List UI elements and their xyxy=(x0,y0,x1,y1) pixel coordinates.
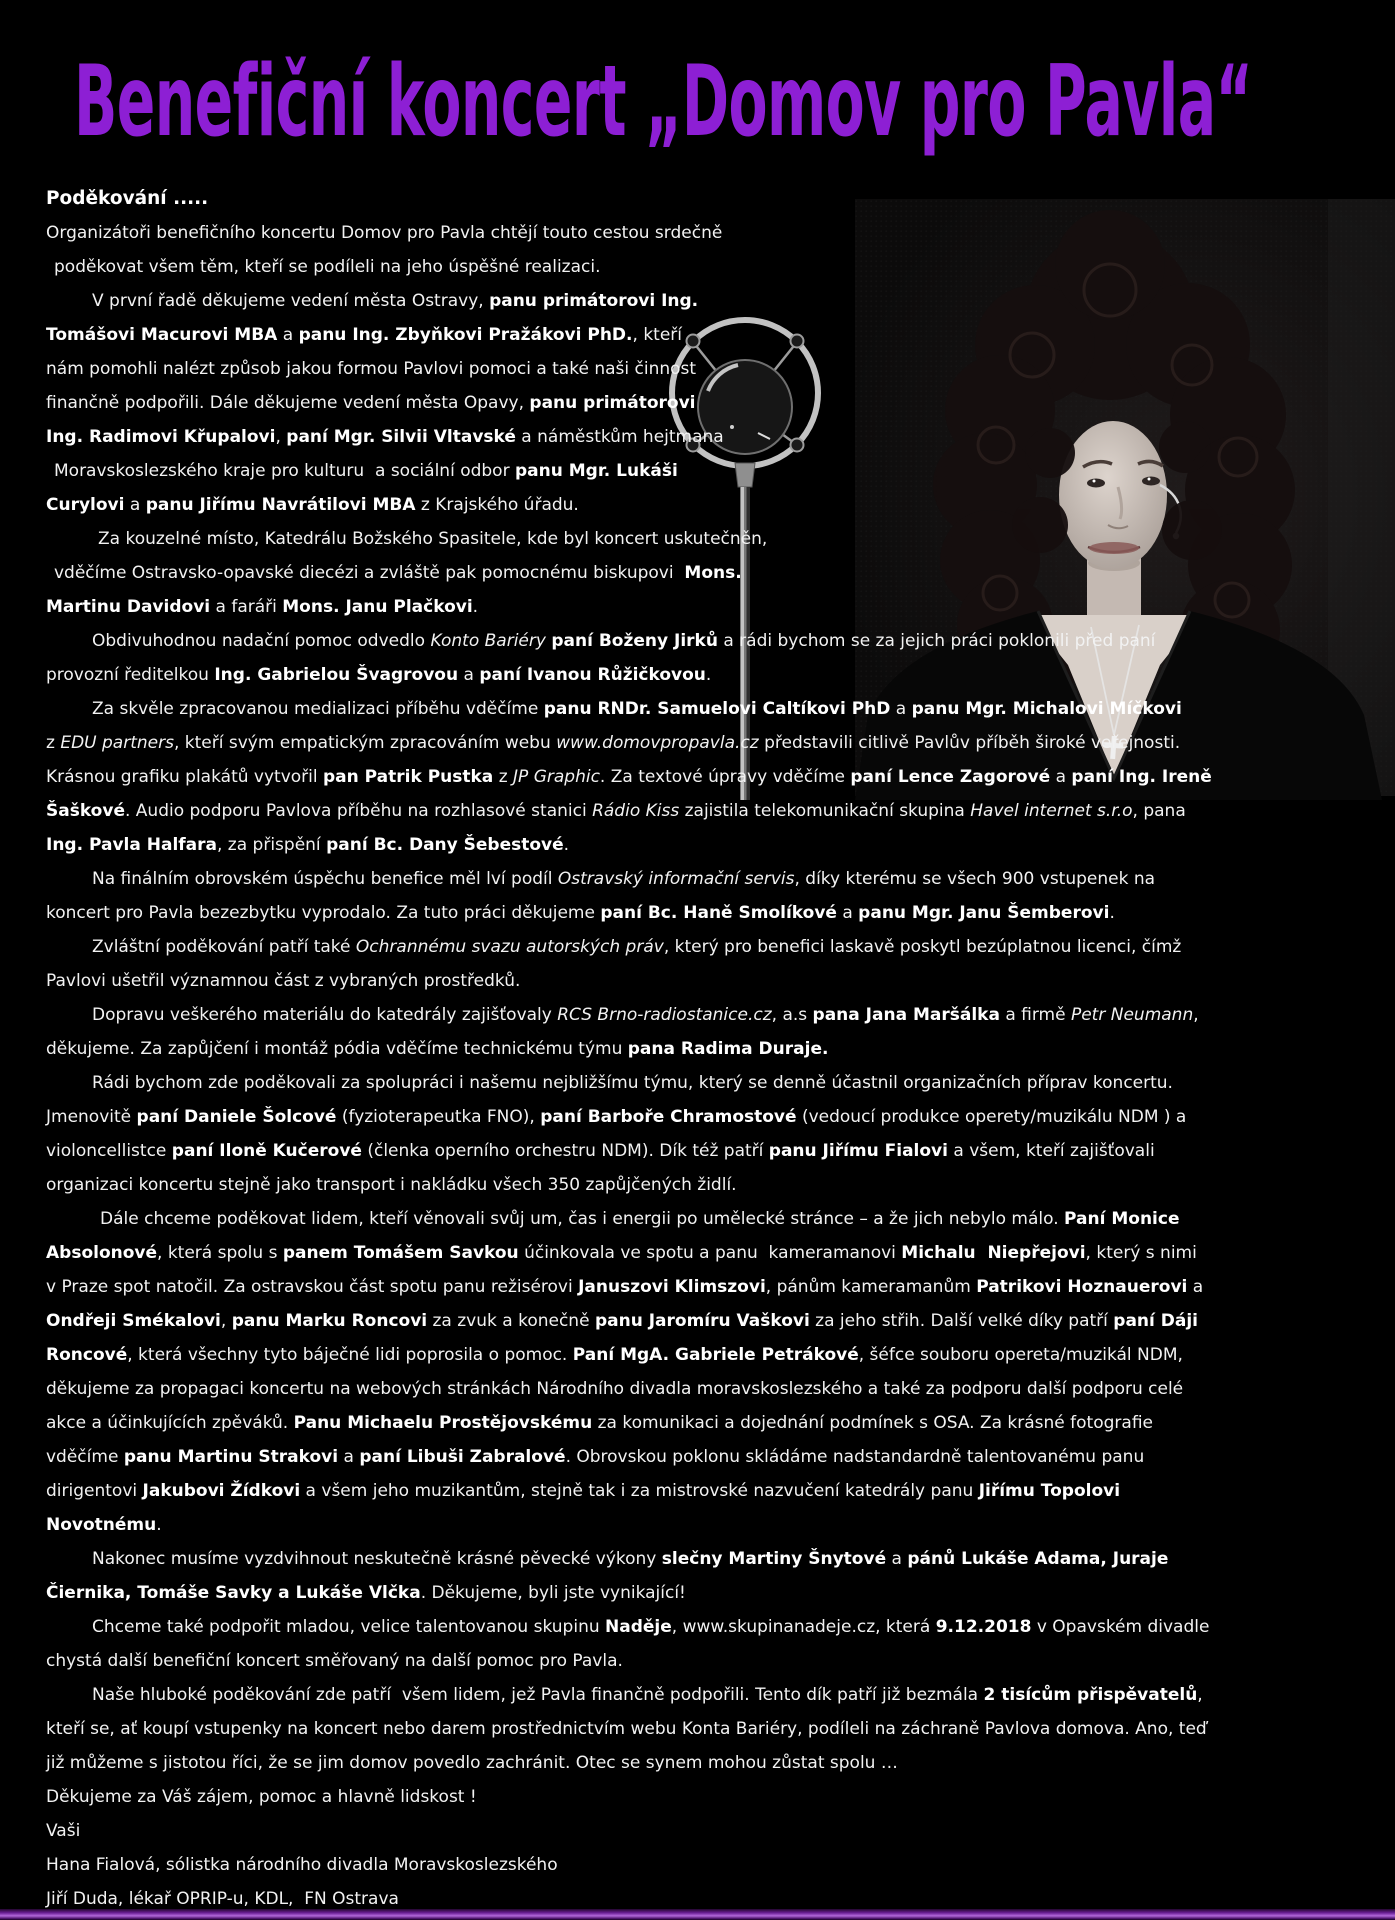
text-line: Čiernika, Tomáše Savky a Lukáše Vlčka. Děkujeme, byli jste vynikající! xyxy=(46,1583,686,1603)
text-line: děkujeme za propagaci koncertu na webových stránkách Národního divadla moravskoslezského a také za podporu další podporu celé xyxy=(46,1379,1184,1399)
text-line: koncert pro Pavla bezezbytku vyprodalo. Za tuto práci děkujeme paní Bc. Haně Smolíkové a panu Mgr. Janu Šemberovi. xyxy=(46,903,1115,923)
page-title-text: Benefiční koncert „Domov pro Pavla“ xyxy=(74,45,1253,159)
text-line: Za skvěle zpracovanou medializaci příběhu vděčíme panu RNDr. Samuelovi Caltíkovi PhD a panu Mgr. Michalovi Míčkovi xyxy=(92,699,1182,719)
text-line: Organizátoři benefičního koncertu Domov pro Pavla chtějí touto cestou srdečně xyxy=(46,223,723,243)
text-line: poděkovat všem těm, kteří se podíleli na jeho úspěšné realizaci. xyxy=(54,257,601,277)
text-line: V první řadě děkujeme vedení města Ostravy, panu primátorovi Ing. xyxy=(92,291,699,311)
text-line: z EDU partners, kteří svým empatickým zpracováním webu www.domovpropavla.cz představili citlivě Pavlův příběh široké veřejnosti. xyxy=(46,733,1181,753)
text-line: Šaškové. Audio podporu Pavlova příběhu na rozhlasové stanici Rádio Kiss zajistila telekomunikační skupina Havel internet s.r.o, pana xyxy=(46,801,1186,821)
text-line: v Praze spot natočil. Za ostravskou část spotu panu režisérovi Januszovi Klimszovi, pánům kameramanům Patrikovi Hoznauerovi a xyxy=(46,1277,1204,1297)
text-line: chystá další benefiční koncert směřovaný na další pomoc pro Pavla. xyxy=(46,1651,623,1671)
text-line: Novotnému. xyxy=(46,1515,162,1535)
text-line: děkujeme. Za zapůjčení i montáž pódia vděčíme technickému týmu pana Radima Duraje. xyxy=(46,1039,829,1059)
text-line: Obdivuhodnou nadační pomoc odvedlo Konto Bariéry paní Boženy Jirků a rádi bychom se za jejich práci poklonili před paní xyxy=(92,631,1156,651)
text-line: Nakonec musíme vyzdvihnout neskutečně krásné pěvecké výkony slečny Martiny Šnytové a pánů Lukáše Adama, Juraje xyxy=(92,1549,1169,1569)
text-line: Naše hluboké poděkování zde patří všem lidem, jež Pavla finančně podpořili. Tento dík patří již bezmála 2 tisícům přispěvatelů, xyxy=(92,1685,1203,1705)
text-line: Chceme také podpořit mladou, velice talentovanou skupinu Naděje, www.skupinanadeje.cz, která 9.12.2018 v Opavském divadle xyxy=(92,1617,1210,1637)
text-line: Tomášovi Macurovi MBA a panu Ing. Zbyňkovi Pražákovi PhD., kteří xyxy=(46,325,683,345)
text-line: již můžeme s jistotou říci, že se jim domov povedlo zachránit. Otec se synem mohou zůstat spolu … xyxy=(46,1753,898,1773)
text-line: violoncellistce paní Iloně Kučerové (členka operního orchestru NDM). Dík též patří panu Jiřímu Fialovi a všem, kteří zajišťovali xyxy=(46,1141,1155,1161)
text-line: kteří se, ať koupí vstupenky na koncert nebo darem prostřednictvím webu Konta Bariéry, podíleli na záchraně Pavlova domova. Ano, teď xyxy=(46,1719,1207,1739)
text-line: Zvláštní poděkování patří také Ochrannému svazu autorských práv, který pro benefici laskavě poskytl bezúplatnou licenci, čímž xyxy=(92,937,1182,957)
text-line: Za kouzelné místo, Katedrálu Božského Spasitele, kde byl koncert uskutečněn, xyxy=(98,529,768,549)
text-line: Dále chceme poděkovat lidem, kteří věnovali svůj um, čas i energii po umělecké stránce – a že jich nebylo málo. Paní Monice xyxy=(100,1209,1180,1229)
text-line: Martinu Davidovi a faráři Mons. Janu Plačkovi. xyxy=(46,597,479,617)
text-line: Jiří Duda, lékař OPRIP-u, KDL, FN Ostrava xyxy=(46,1889,399,1909)
letter-heading: Poděkování ..... xyxy=(46,188,209,209)
page-bottom-border xyxy=(0,1909,1395,1920)
text-line: nám pomohli nalézt způsob jakou formou Pavlovi pomoci a také naši činnost xyxy=(46,359,697,379)
text-line: Vaši xyxy=(46,1821,81,1841)
text-line: Ing. Radimovi Křupalovi, paní Mgr. Silvii Vltavské a náměstkům hejtmana xyxy=(46,427,724,447)
page-title xyxy=(74,45,1395,159)
text-line: Děkujeme za Váš zájem, pomoc a hlavně lidskost ! xyxy=(46,1787,477,1807)
text-line: provozní ředitelkou Ing. Gabrielou Švagrovou a paní Ivanou Růžičkovou. xyxy=(46,665,712,685)
text-line: Roncové, která všechny tyto báječné lidi poprosila o pomoc. Paní MgA. Gabriele Petrákové, šéfce souboru opereta/muzikál NDM, xyxy=(46,1345,1183,1365)
text-line: Jmenovitě paní Daniele Šolcové (fyzioterapeutka FNO), paní Barboře Chramostové (vedoucí produkce operety/muzikálu NDM ) a xyxy=(46,1107,1187,1127)
text-line: Absolonové, která spolu s panem Tomášem Savkou účinkovala ve spotu a panu kameramanovi Michalu Niepřejovi, který s nimi xyxy=(46,1243,1197,1263)
text-line: Dopravu veškerého materiálu do katedrály zajišťovaly RCS Brno-radiostanice.cz, a.s pana Jana Maršálka a firmě Petr Neumann, xyxy=(92,1005,1199,1025)
text-line: vděčíme panu Martinu Strakovi a paní Libuši Zabralové. Obrovskou poklonu skládáme nadstandardně talentovanému panu xyxy=(46,1447,1145,1467)
text-line: Na finálním obrovském úspěchu benefice měl lví podíl Ostravský informační servis, díky kterému se všech 900 vstupenek na xyxy=(92,869,1156,889)
text-line: organizaci koncertu stejně jako transport i nakládku všech 350 zapůjčených židlí. xyxy=(46,1175,737,1195)
letter-body xyxy=(46,182,1381,1916)
text-line: Curylovi a panu Jiřímu Navrátilovi MBA z Krajského úřadu. xyxy=(46,495,579,515)
text-line: Hana Fialová, sólistka národního divadla Moravskoslezského xyxy=(46,1855,558,1875)
text-line: Rádi bychom zde poděkovali za spolupráci i našemu nejbližšímu týmu, který se denně účastnil organizačních příprav koncertu. xyxy=(92,1073,1173,1093)
text-line: dirigentovi Jakubovi Žídkovi a všem jeho muzikantům, stejně tak i za mistrovské nazvučení katedrály panu Jiřímu Topolovi xyxy=(46,1481,1121,1501)
text-line: Ondřeji Smékalovi, panu Marku Roncovi za zvuk a konečně panu Jaromíru Vaškovi za jeho střih. Další velké díky patří paní Dáji xyxy=(46,1311,1199,1331)
text-line: Moravskoslezského kraje pro kulturu a sociální odbor panu Mgr. Lukáši xyxy=(54,461,678,481)
text-line: Pavlovi ušetřil významnou část z vybraných prostředků. xyxy=(46,971,521,991)
text-line: vděčíme Ostravsko-opavské diecézi a zvláště pak pomocnému biskupovi Mons. xyxy=(54,563,742,583)
text-line: Ing. Pavla Halfara, za přispění paní Bc. Dany Šebestové. xyxy=(46,835,570,855)
text-line: Krásnou grafiku plakátů vytvořil pan Patrik Pustka z JP Graphic. Za textové úpravy vděčíme paní Lence Zagorové a paní Ing. Ireně xyxy=(46,767,1212,787)
text-line: akce a účinkujících zpěváků. Panu Michaelu Prostějovskému za komunikaci a dojednání podmínek s OSA. Za krásné fotografie xyxy=(46,1413,1153,1433)
text-line: finančně podpořili. Dále děkujeme vedení města Opavy, panu primátorovi xyxy=(46,393,696,413)
